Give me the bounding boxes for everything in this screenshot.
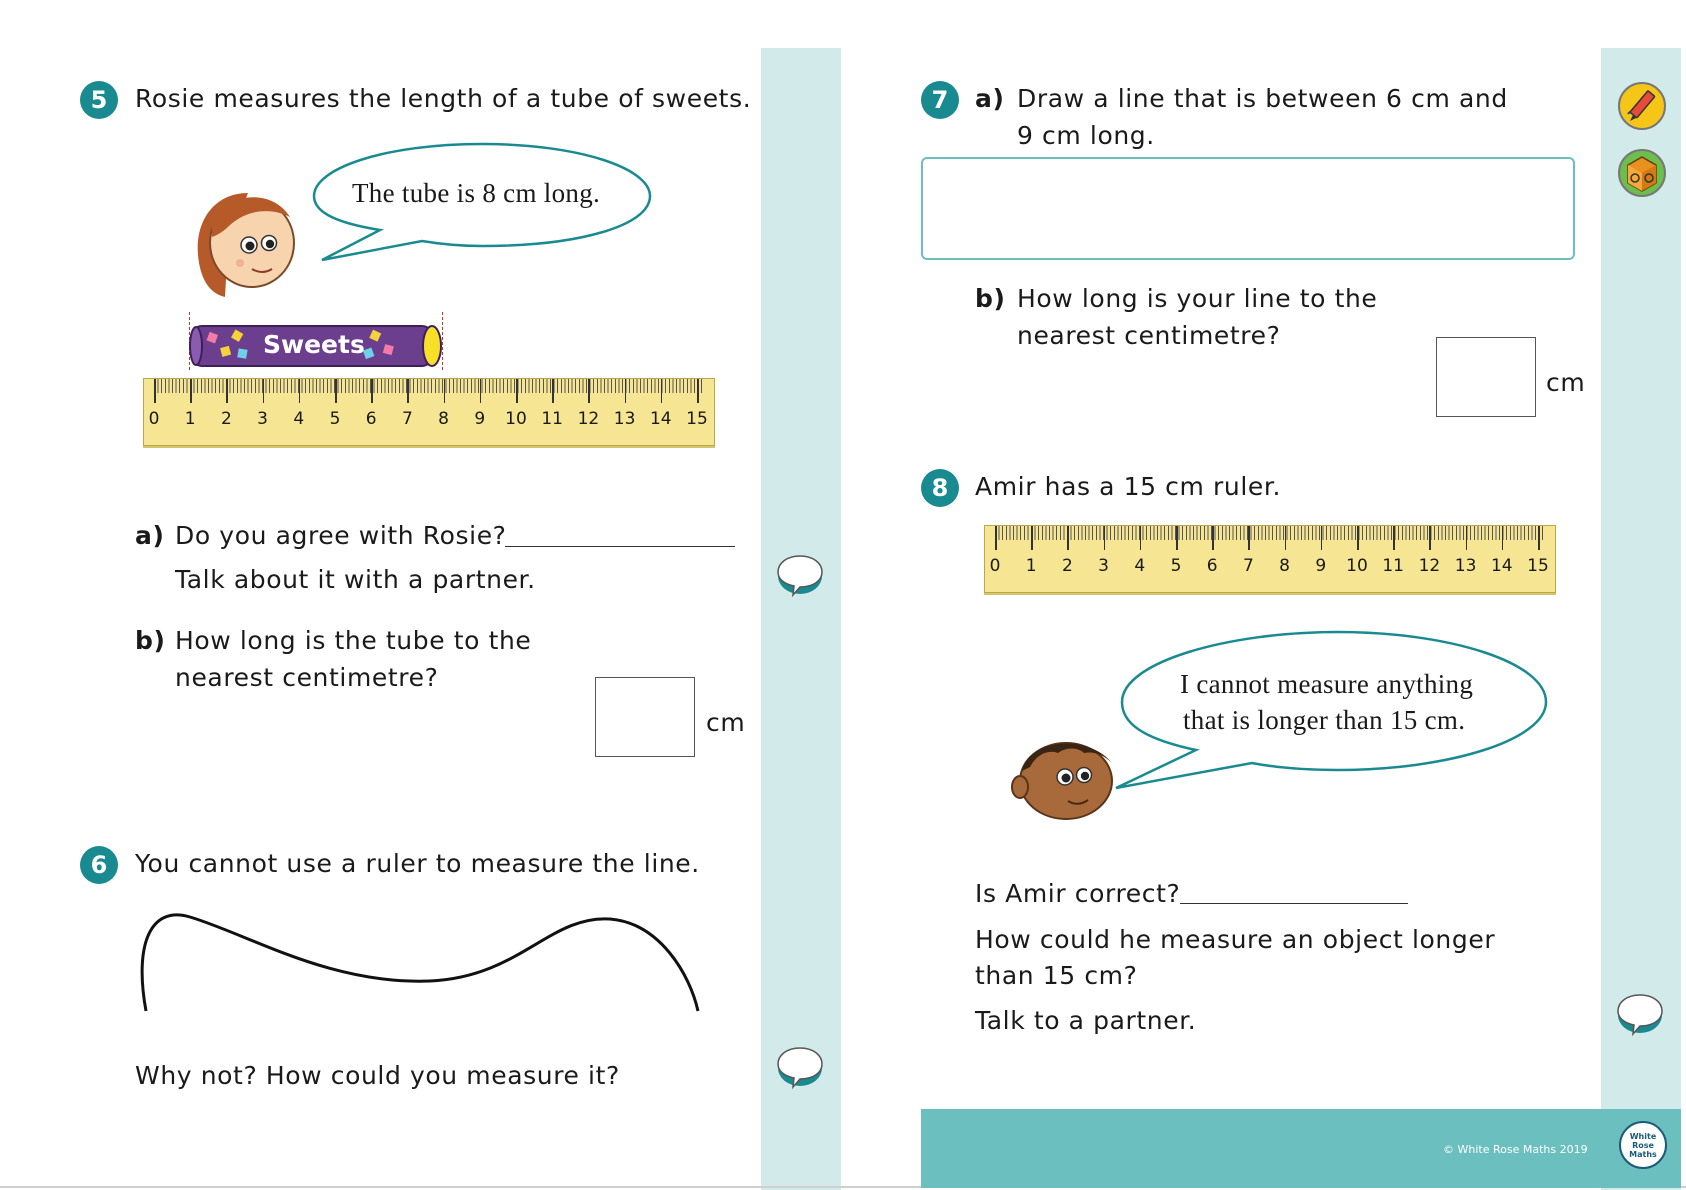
ruler-q5-label-14: 14	[649, 409, 672, 429]
ruler-q8-major-tick	[1538, 526, 1540, 550]
ruler-q5-major-tick	[407, 379, 409, 403]
q7-part-b-line1: How long is your line to the	[1017, 284, 1378, 313]
ruler-q5-major-tick	[335, 379, 337, 403]
cube-icon	[1616, 147, 1668, 199]
ruler-q8-major-tick	[1140, 526, 1142, 550]
pencil-icon	[1616, 80, 1668, 132]
ruler-q5-label-6: 6	[365, 409, 377, 429]
q7-answer-box[interactable]	[1436, 337, 1536, 417]
logo-line2: Rose	[1632, 1140, 1654, 1150]
ruler-q8-major-tick	[1466, 526, 1468, 550]
q5-part-a-text: Do you agree with Rosie?	[175, 521, 507, 550]
ruler-q8-ticks	[995, 526, 1545, 540]
ruler-q5-label-9: 9	[474, 409, 486, 429]
ruler-q8-major-tick	[1285, 526, 1287, 550]
ruler-q8-label-11: 11	[1382, 556, 1404, 576]
ruler-q8-label-8: 8	[1279, 556, 1290, 576]
left-page-strip	[761, 48, 841, 1190]
ruler-q5-major-tick	[480, 379, 482, 403]
ruler-q5-label-5: 5	[329, 409, 341, 429]
discuss-icon	[1615, 991, 1665, 1037]
ruler-q5-label-1: 1	[184, 409, 196, 429]
ruler-q5-ticks	[154, 379, 704, 393]
ruler-q5-label-8: 8	[438, 409, 449, 429]
ruler-q5-label-13: 13	[613, 409, 636, 429]
ruler-q5-label-12: 12	[577, 409, 600, 429]
ruler-q5-label-7: 7	[401, 409, 413, 429]
ruler-q5-label-4: 4	[293, 409, 305, 429]
ruler-q5-major-tick	[697, 379, 699, 403]
amir-speech-line2: that is longer than 15 cm.	[1183, 705, 1466, 735]
logo-line1: White	[1629, 1131, 1657, 1141]
ruler-q5-label-10: 10	[505, 409, 527, 429]
ruler-q8-label-10: 10	[1346, 556, 1368, 576]
q6-prompt: You cannot use a ruler to measure the line.	[135, 849, 700, 878]
ruler-q5-label-3: 3	[257, 409, 268, 429]
ruler-q8-major-tick	[1357, 526, 1359, 550]
ruler-q8-major-tick	[1429, 526, 1431, 550]
q6-followup: Why not? How could you measure it?	[135, 1061, 620, 1090]
ruler-q5-major-tick	[625, 379, 627, 403]
white-rose-logo	[1619, 1121, 1667, 1169]
q8-followup-line2: than 15 cm?	[975, 961, 1138, 990]
ruler-q8-label-12: 12	[1418, 556, 1441, 576]
ruler-q8-major-tick	[1031, 526, 1033, 550]
q5-part-b-line1: How long is the tube to the	[175, 626, 532, 655]
q8-answer-line[interactable]	[1180, 903, 1408, 904]
q5-answer-line[interactable]	[505, 546, 735, 547]
ruler-q5-label-11: 11	[541, 409, 563, 429]
ruler-q8-major-tick	[1212, 526, 1214, 550]
ruler-q8-label-13: 13	[1454, 556, 1477, 576]
question-number-5: 5	[80, 81, 118, 119]
ruler-q8-major-tick	[1393, 526, 1395, 550]
ruler-q5	[143, 378, 715, 446]
ruler-q8-label-6: 6	[1206, 556, 1218, 576]
ruler-q8-label-9: 9	[1315, 556, 1327, 576]
ruler-q5-labels	[144, 409, 714, 433]
ruler-q8-label-3: 3	[1098, 556, 1109, 576]
q5-unit: cm	[706, 708, 746, 737]
ruler-q8-label-4: 4	[1134, 556, 1146, 576]
q7-unit: cm	[1546, 368, 1586, 397]
ruler-q5-major-tick	[516, 379, 518, 403]
ruler-q5-major-tick	[552, 379, 554, 403]
q7-part-b-label: b)	[975, 284, 1006, 313]
ruler-q5-major-tick	[661, 379, 663, 403]
ruler-q8-major-tick	[1104, 526, 1106, 550]
ruler-q8-label-7: 7	[1242, 556, 1254, 576]
ruler-q8-major-tick	[1321, 526, 1323, 550]
ruler-q8-major-tick	[1067, 526, 1069, 550]
ruler-q8-label-15: 15	[1527, 556, 1549, 576]
ruler-q5-major-tick	[588, 379, 590, 403]
ruler-q5-major-tick	[299, 379, 301, 403]
ruler-q5-label-2: 2	[220, 409, 232, 429]
q5-part-b-label: b)	[135, 626, 166, 655]
ruler-q5-major-tick	[226, 379, 228, 403]
copyright-text: © White Rose Maths 2019	[1443, 1143, 1588, 1156]
q8-prompt: Amir has a 15 cm ruler.	[975, 472, 1282, 501]
discuss-icon	[775, 552, 825, 598]
q8-question: Is Amir correct?	[975, 879, 1181, 908]
ruler-q8-major-tick	[1248, 526, 1250, 550]
ruler-q8-label-5: 5	[1170, 556, 1182, 576]
q5-part-a-label: a)	[135, 521, 165, 550]
ruler-q5-label-15: 15	[686, 409, 708, 429]
q8-followup-line3: Talk to a partner.	[975, 1006, 1197, 1035]
amir-speech-line1: I cannot measure anything	[1180, 669, 1474, 699]
discuss-icon	[775, 1044, 825, 1090]
ruler-q8-major-tick	[1502, 526, 1504, 550]
ruler-q8-label-14: 14	[1490, 556, 1513, 576]
ruler-q8-major-tick	[1176, 526, 1178, 550]
ruler-q5-major-tick	[190, 379, 192, 403]
rosie-speech-text: The tube is 8 cm long.	[352, 178, 601, 208]
q5-answer-box[interactable]	[595, 677, 695, 757]
logo-line3: Maths	[1629, 1149, 1657, 1159]
ruler-q5-major-tick	[154, 379, 156, 403]
question-number-7: 7	[921, 81, 959, 119]
ruler-q5-major-tick	[371, 379, 373, 403]
q5-part-b-line2: nearest centimetre?	[175, 663, 439, 692]
ruler-q8-labels	[985, 556, 1555, 580]
ruler-q8-label-1: 1	[1025, 556, 1037, 576]
ruler-q8	[984, 525, 1556, 593]
question-number-6: 6	[80, 846, 118, 884]
ruler-q8-label-2: 2	[1061, 556, 1073, 576]
rosie-character	[190, 185, 305, 300]
ruler-q8-major-tick	[995, 526, 997, 550]
sweets-tube-label: Sweets	[263, 330, 365, 359]
q5-part-a-followup: Talk about it with a partner.	[175, 565, 536, 594]
q7-part-a-line2: 9 cm long.	[1017, 121, 1155, 150]
q7-part-a-line1: Draw a line that is between 6 cm and	[1017, 84, 1508, 113]
q8-followup-line1: How could he measure an object longer	[975, 925, 1496, 954]
amir-character	[1008, 733, 1118, 823]
q7-drawing-area[interactable]	[921, 157, 1575, 260]
ruler-q5-major-tick	[444, 379, 446, 403]
question-number-8: 8	[921, 469, 959, 507]
q5-prompt: Rosie measures the length of a tube of sweets.	[135, 84, 752, 113]
q7-part-a-label: a)	[975, 84, 1005, 113]
ruler-q5-major-tick	[263, 379, 265, 403]
ruler-q5-label-0: 0	[148, 409, 160, 429]
ruler-q8-label-0: 0	[989, 556, 1001, 576]
curved-line	[130, 905, 710, 1015]
q7-part-b-line2: nearest centimetre?	[1017, 321, 1281, 350]
